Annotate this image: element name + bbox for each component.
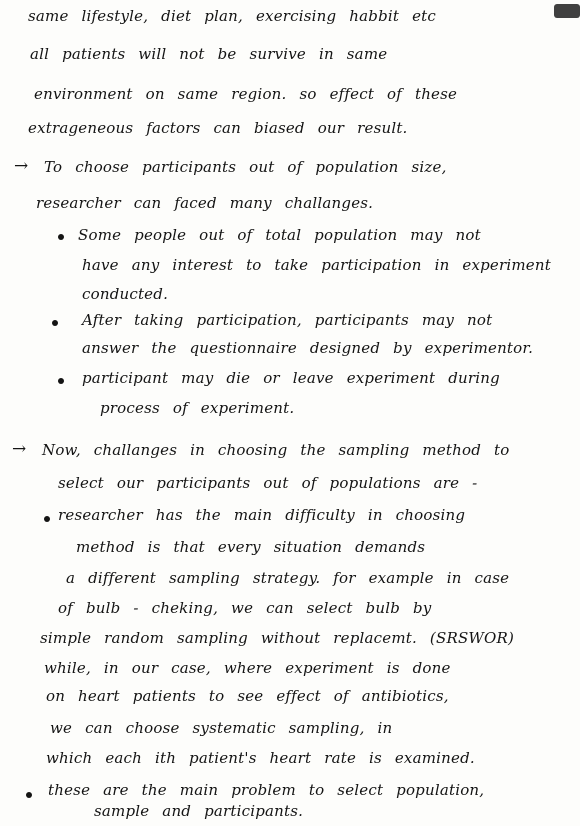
text-line-22: on heart patients to see effect of antibiotics, xyxy=(46,687,449,705)
text-line-5: To choose participants out of population size, xyxy=(44,158,447,176)
text-line-18: a different sampling strategy. for example in case xyxy=(66,569,510,587)
text-line-16: researcher has the main difficulty in choosing xyxy=(58,506,466,524)
text-line-26: sample and participants. xyxy=(94,802,304,820)
text-line-14: Now, challanges in choosing the sampling method to xyxy=(42,441,510,459)
bullet-icon xyxy=(58,234,64,240)
text-line-3: environment on same region. so effect of these xyxy=(34,85,458,103)
text-line-7: Some people out of total population may not xyxy=(78,226,481,244)
text-line-23: we can choose systematic sampling, in xyxy=(50,719,393,737)
text-line-10: After taking participation, participants may not xyxy=(82,311,493,329)
text-line-19: of bulb - cheking, we can select bulb by xyxy=(58,599,432,617)
text-line-11: answer the questionnaire designed by experimentor. xyxy=(82,339,534,357)
ink-smudge xyxy=(554,4,580,18)
text-line-2: all patients will not be survive in same xyxy=(30,45,388,63)
bullet-icon xyxy=(26,792,32,798)
text-line-4: extrageneous factors can biased our result. xyxy=(28,119,408,137)
text-line-6: researcher can faced many challanges. xyxy=(36,194,374,212)
arrow-icon: → xyxy=(14,156,29,176)
arrow-icon: → xyxy=(12,439,27,459)
text-line-13: process of experiment. xyxy=(100,399,295,417)
text-line-25: these are the main problem to select population, xyxy=(48,781,485,799)
text-line-20: simple random sampling without replacemt. (SRSWOR) xyxy=(40,629,515,647)
bullet-icon xyxy=(58,378,64,384)
bullet-icon xyxy=(44,516,50,522)
text-line-21: while, in our case, where experiment is done xyxy=(44,659,451,677)
text-line-24: which each ith patient's heart rate is examined. xyxy=(46,749,475,767)
text-line-17: method is that every situation demands xyxy=(76,538,426,556)
text-line-9: conducted. xyxy=(82,285,169,303)
text-line-8: have any interest to take participation in experiment xyxy=(82,256,551,274)
text-line-12: participant may die or leave experiment during xyxy=(82,369,500,387)
bullet-icon xyxy=(52,320,58,326)
text-line-15: select our participants out of populations are - xyxy=(58,474,478,492)
text-line-1: same lifestyle, diet plan, exercising habbit etc xyxy=(28,7,436,25)
